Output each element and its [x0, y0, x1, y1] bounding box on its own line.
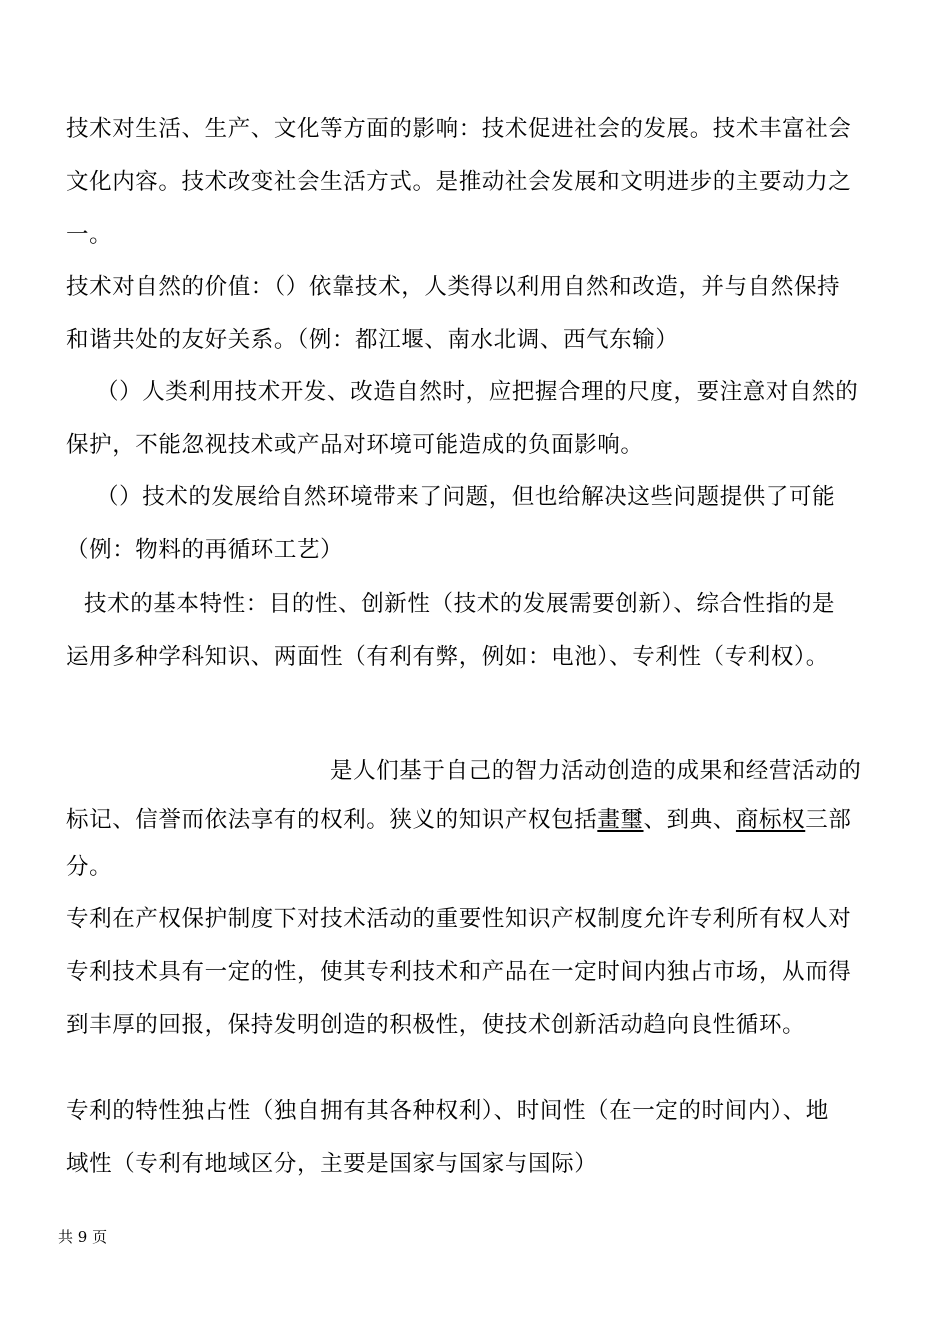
text-line: 技术对自然的价值：（）依靠技术，人类得以利用自然和改造，并与自然保持: [66, 274, 841, 300]
text-line: 文化内容。技术改变社会生活方式。是推动社会发展和文明进步的主要动力之: [66, 169, 852, 195]
text-span: 三部: [805, 807, 852, 833]
text-line: [66, 805, 851, 835]
text-line: 域性（专利有地域区分，主要是国家与国家与国际）: [66, 1151, 598, 1177]
text-line: 保护，不能忽视技术或产品对环境可能造成的负面影响。: [66, 432, 644, 458]
text-span: 、到典、: [643, 807, 736, 833]
page-count-footer: 共 9 页: [58, 1228, 108, 1246]
text-line: 分。: [66, 854, 113, 880]
text-line: 专利技术具有一定的性，使其专利技术和产品在一定时间内独占市场，从而得: [66, 959, 852, 985]
text-line: （）人类利用技术开发、改造自然时，应把握合理的尺度，要注意对自然的: [96, 379, 859, 405]
text-line: （）技术的发展给自然环境带来了问题，但也给解决这些问题提供了可能: [96, 484, 836, 510]
text-line: 技术的基本特性：目的性、创新性（技术的发展需要创新）、综合性指的是: [84, 591, 836, 617]
text-line: 专利在产权保护制度下对技术活动的重要性知识产权制度允许专利所有权人对: [66, 906, 852, 932]
text-line: 一。: [66, 222, 113, 248]
text-span: 标记、信誉而依法享有的权利。狭义的知识产权包括: [66, 807, 598, 833]
text-line: 专利的特性独占性（独自拥有其各种权利）、时间性（在一定的时间内）、地: [66, 1098, 829, 1124]
text-line: （例：物料的再循环工艺）: [66, 537, 344, 563]
text-line: 是人们基于自己的智力活动创造的成果和经营活动的: [330, 758, 862, 784]
underlined-term: 商标权: [735, 807, 806, 833]
text-line: 和谐共处的友好关系。（例：都江堰、南水北调、西气东输）: [66, 327, 679, 353]
text-line: 技术对生活、生产、文化等方面的影响：技术促进社会的发展。技术丰富社会: [66, 116, 852, 142]
text-line: 运用多种学科知识、两面性（有利有弊，例如：电池）、专利性（专利权）。: [66, 644, 829, 670]
underlined-term: 畫璽: [597, 807, 644, 833]
text-line: 到丰厚的回报，保持发明创造的积极性，使技术创新活动趋向良性循环。: [66, 1012, 806, 1038]
